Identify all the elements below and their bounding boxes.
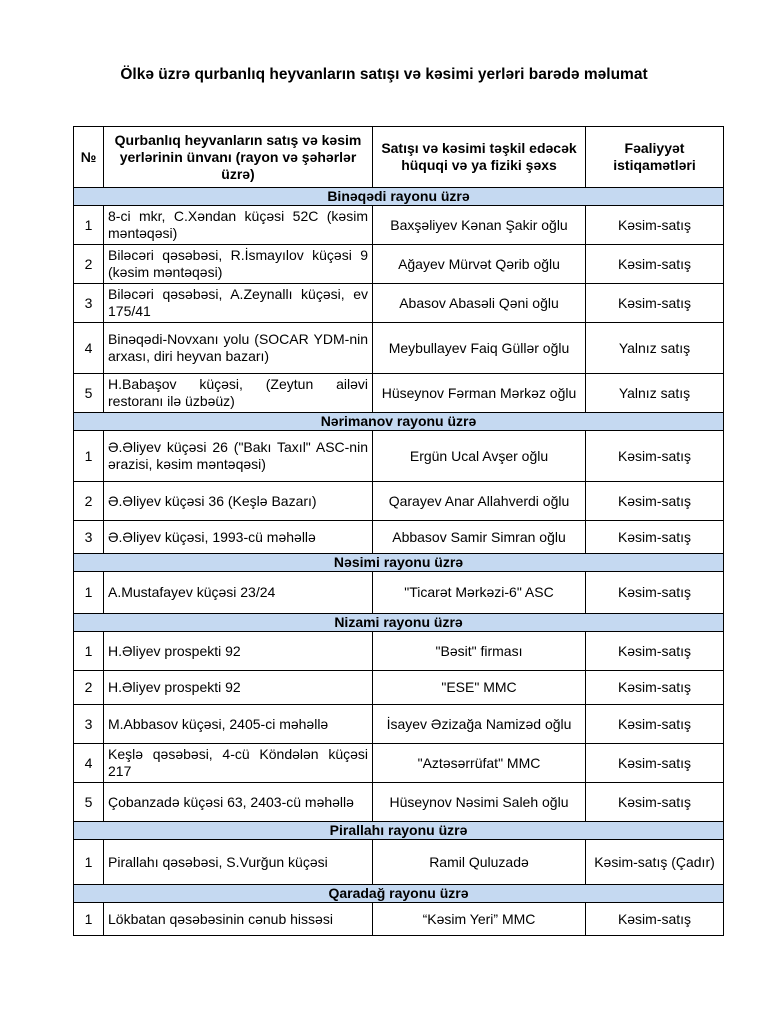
table-row [74,521,724,554]
row-address: Ə.Əliyev küçəsi, 1993-cü məhəllə [104,521,373,554]
row-address: Ə.Əliyev küçəsi 26 ("Bakı Taxıl" ASC-nin ərazisi, kəsim məntəqəsi) [104,431,373,482]
row-organizer: “Kəsim Yeri” MMC [373,903,586,936]
district-group-row [74,885,724,903]
table-row [74,744,724,783]
row-activity: Kəsim-satış [586,572,724,614]
row-activity: Kəsim-satış [586,521,724,554]
row-address: Ə.Əliyev küçəsi 36 (Keşlə Bazarı) [104,482,373,521]
row-organizer: Hüseynov Nəsimi Saleh oğlu [373,783,586,822]
row-address: H.Babaşov küçəsi, (Zeytun ailəvi restoranı ilə üzbəüz) [104,374,373,413]
row-number: 1 [74,431,104,482]
table-row [74,632,724,671]
row-organizer: "Ticarət Mərkəzi-6" ASC [373,572,586,614]
row-organizer: İsayev Əzizağa Namizəd oğlu [373,705,586,744]
row-activity: Kəsim-satış [586,245,724,284]
row-activity: Yalnız satış [586,323,724,374]
header-activity: Fəaliyyət istiqamətləri [586,127,724,188]
row-organizer: Ramil Quluzadə [373,840,586,885]
district-group-row [74,554,724,572]
district-name: Qaradağ rayonu üzrə [74,885,724,903]
row-organizer: Baxşəliyev Kənan Şakir oğlu [373,206,586,245]
row-number: 2 [74,482,104,521]
row-organizer: "ESE" MMC [373,671,586,705]
table-row [74,245,724,284]
table-row [74,431,724,482]
row-activity: Kəsim-satış [586,744,724,783]
row-address: Lökbatan qəsəbəsinin cənub hissəsi [104,903,373,936]
table-row [74,374,724,413]
page-title: Ölkə üzrə qurbanlıq heyvanların satışı və kəsimi yerləri barədə məlumat [120,66,648,83]
row-number: 3 [74,284,104,323]
row-activity: Kəsim-satış [586,431,724,482]
table-row [74,903,724,936]
row-number: 2 [74,671,104,705]
district-group-row [74,614,724,632]
header-organizer: Satışı və kəsimi təşkil edəcək hüquqi və ya fiziki şəxs [373,127,586,188]
table-row [74,705,724,744]
table-body [74,188,724,936]
row-activity: Kəsim-satış [586,482,724,521]
table-row [74,323,724,374]
slaughter-locations-table [73,126,724,936]
row-organizer: "Aztəsərrüfat" MMC [373,744,586,783]
row-activity: Kəsim-satış [586,705,724,744]
row-number: 3 [74,705,104,744]
row-address: Biləcəri qəsəbəsi, R.İsmayılov küçəsi 9 (kəsim məntəqəsi) [104,245,373,284]
header-number: № [74,127,104,188]
table-row [74,572,724,614]
table-row [74,783,724,822]
row-number: 1 [74,632,104,671]
row-activity: Kəsim-satış [586,903,724,936]
row-number: 2 [74,245,104,284]
row-activity: Yalnız satış [586,374,724,413]
row-activity: Kəsim-satış [586,206,724,245]
row-address: Çobanzadə küçəsi 63, 2403-cü məhəllə [104,783,373,822]
row-number: 1 [74,903,104,936]
row-organizer: Abasov Abasəli Qəni oğlu [373,284,586,323]
row-organizer: Qarayev Anar Allahverdi oğlu [373,482,586,521]
table-row [74,206,724,245]
row-activity: Kəsim-satış (Çadır) [586,840,724,885]
row-organizer: Abbasov Samir Simran oğlu [373,521,586,554]
row-number: 1 [74,206,104,245]
district-name: Nərimanov rayonu üzrə [74,413,724,431]
table-row [74,482,724,521]
row-address: H.Əliyev prospekti 92 [104,671,373,705]
row-organizer: "Bəsit" firması [373,632,586,671]
district-name: Nəsimi rayonu üzrə [74,554,724,572]
table-header-row [74,127,724,188]
table-row [74,671,724,705]
district-name: Binəqədi rayonu üzrə [74,188,724,206]
row-organizer: Meybullayev Faiq Güllər oğlu [373,323,586,374]
row-number: 5 [74,374,104,413]
row-number: 5 [74,783,104,822]
row-address: A.Mustafayev küçəsi 23/24 [104,572,373,614]
row-organizer: Ergün Ucal Avşer oğlu [373,431,586,482]
row-organizer: Ağayev Mürvət Qərib oğlu [373,245,586,284]
table-row [74,840,724,885]
district-group-row [74,822,724,840]
row-number: 4 [74,744,104,783]
row-activity: Kəsim-satış [586,783,724,822]
header-address: Qurbanlıq heyvanların satış və kəsim yerlərinin ünvanı (rayon və şəhərlər üzrə) [104,127,373,188]
row-number: 4 [74,323,104,374]
row-activity: Kəsim-satış [586,632,724,671]
row-activity: Kəsim-satış [586,671,724,705]
district-name: Nizami rayonu üzrə [74,614,724,632]
row-address: Biləcəri qəsəbəsi, A.Zeynallı küçəsi, ev 175/41 [104,284,373,323]
district-group-row [74,413,724,431]
row-address: Pirallahı qəsəbəsi, S.Vurğun küçəsi [104,840,373,885]
table-row [74,284,724,323]
row-address: 8-ci mkr, C.Xəndan küçəsi 52C (kəsim məntəqəsi) [104,206,373,245]
district-group-row [74,188,724,206]
row-address: Binəqədi-Novxanı yolu (SOCAR YDM-nin arxası, diri heyvan bazarı) [104,323,373,374]
row-number: 3 [74,521,104,554]
row-address: Keşlə qəsəbəsi, 4-cü Köndələn küçəsi 217 [104,744,373,783]
row-organizer: Hüseynov Fərman Mərkəz oğlu [373,374,586,413]
row-activity: Kəsim-satış [586,284,724,323]
row-number: 1 [74,572,104,614]
row-number: 1 [74,840,104,885]
row-address: H.Əliyev prospekti 92 [104,632,373,671]
row-address: M.Abbasov küçəsi, 2405-ci məhəllə [104,705,373,744]
district-name: Pirallahı rayonu üzrə [74,822,724,840]
